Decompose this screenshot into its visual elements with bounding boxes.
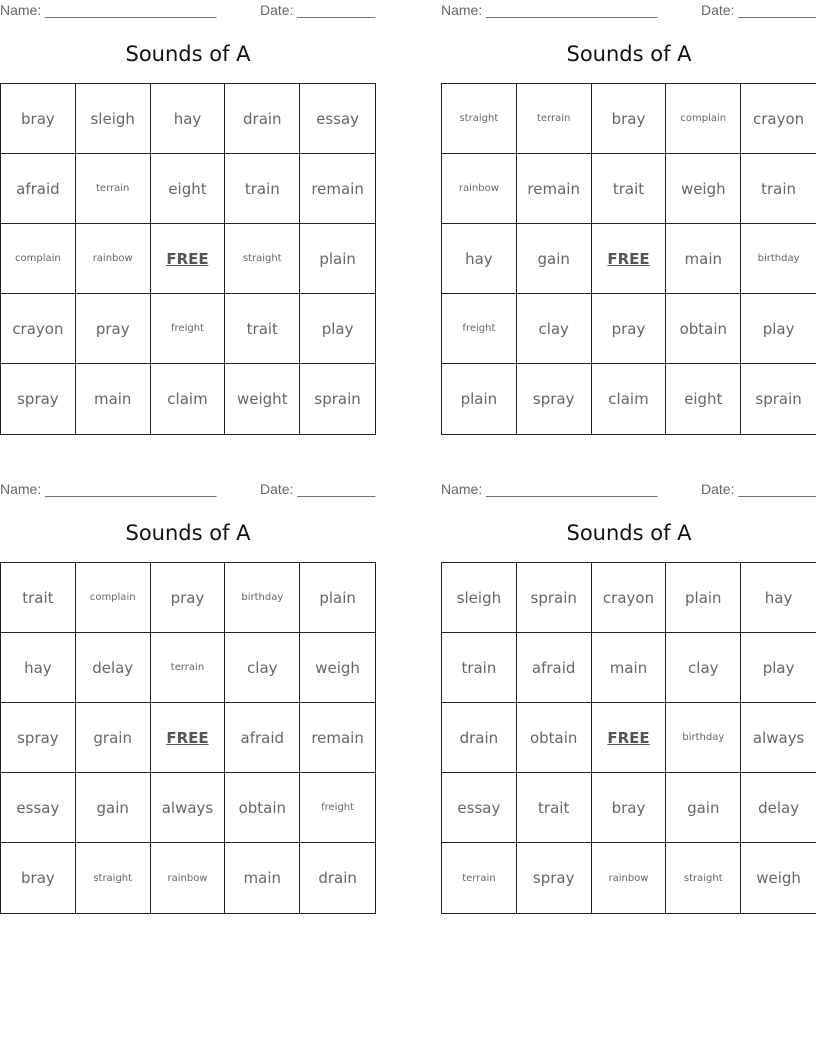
bingo-cell: always: [741, 703, 816, 773]
bingo-cell: complain: [666, 84, 741, 154]
bingo-cell: remain: [300, 703, 375, 773]
bingo-cell: clay: [666, 633, 741, 703]
bingo-cell: claim: [592, 364, 667, 434]
bingo-cell: terrain: [76, 154, 151, 224]
card-header: [441, 479, 816, 501]
bingo-cell: main: [76, 364, 151, 434]
bingo-cell: eight: [151, 154, 226, 224]
card-title: Sounds of A: [566, 42, 692, 66]
name-line: Name: ______________________: [0, 481, 217, 497]
bingo-cell: clay: [517, 294, 592, 364]
bingo-cell: bray: [1, 843, 76, 913]
bingo-cell: rainbow: [151, 843, 226, 913]
name-line: Name: ______________________: [441, 2, 658, 18]
bingo-cell: pray: [592, 294, 667, 364]
bingo-cell: remain: [517, 154, 592, 224]
bingo-cell: essay: [300, 84, 375, 154]
bingo-cell: terrain: [517, 84, 592, 154]
bingo-card: [0, 0, 376, 440]
bingo-cell: main: [666, 224, 741, 294]
bingo-cell: spray: [1, 703, 76, 773]
date-line: Date: __________: [260, 2, 376, 18]
bingo-grid: [0, 562, 376, 914]
bingo-cell: sprain: [755, 390, 802, 408]
bingo-cell: claim: [151, 364, 226, 434]
bingo-cell: freight: [151, 294, 226, 364]
free-space-cell: FREE: [151, 703, 226, 773]
bingo-cell: freight: [300, 773, 375, 843]
card-title: Sounds of A: [566, 521, 692, 545]
bingo-cell: plain: [442, 364, 517, 434]
bingo-cell: hay: [1, 633, 76, 703]
bingo-cell: weigh: [300, 633, 375, 703]
bingo-cell: clay: [225, 633, 300, 703]
bingo-grid: [441, 562, 816, 914]
bingo-cell: drain: [442, 703, 517, 773]
bingo-cell: obtain: [666, 294, 741, 364]
bingo-cell: trait: [592, 154, 667, 224]
bingo-cell: terrain: [442, 843, 517, 913]
bingo-cell: play: [741, 633, 816, 703]
bingo-cell: straight: [666, 843, 741, 913]
card-title: Sounds of A: [125, 42, 251, 66]
bingo-cell: drain: [225, 84, 300, 154]
bingo-cell: gain: [666, 773, 741, 843]
bingo-cell: crayon: [592, 563, 667, 633]
date-line: Date: __________: [701, 481, 816, 497]
bingo-cell: rainbow: [592, 843, 667, 913]
card-header: [441, 0, 816, 22]
bingo-cell: train: [741, 154, 816, 224]
bingo-cell: delay: [741, 773, 816, 843]
bingo-cell: sprain: [517, 563, 592, 633]
bingo-cell: hay: [151, 84, 226, 154]
bingo-cell: plain: [300, 563, 375, 633]
bingo-cell: obtain: [225, 773, 300, 843]
free-space-cell: FREE: [592, 703, 667, 773]
bingo-cell: bray: [1, 84, 76, 154]
card-header: [0, 0, 376, 22]
bingo-cell: rainbow: [442, 154, 517, 224]
free-space-cell: FREE: [151, 224, 226, 294]
bingo-cell: weight: [225, 364, 300, 434]
bingo-card: [441, 479, 816, 919]
bingo-cell: grain: [76, 703, 151, 773]
bingo-cell: main: [225, 843, 300, 913]
bingo-cell: plain: [300, 224, 375, 294]
bingo-cell: straight: [442, 84, 517, 154]
bingo-cell: plain: [666, 563, 741, 633]
bingo-cell: complain: [76, 563, 151, 633]
bingo-cell: bray: [592, 773, 667, 843]
bingo-cell: trait: [1, 563, 76, 633]
bingo-cell: straight: [76, 843, 151, 913]
bingo-cell: pray: [76, 294, 151, 364]
bingo-cell: sleigh: [442, 563, 517, 633]
bingo-cell: essay: [1, 773, 76, 843]
bingo-cell: bray: [592, 84, 667, 154]
bingo-cell: pray: [151, 563, 226, 633]
bingo-cell: train: [442, 633, 517, 703]
bingo-cell: sprain: [314, 390, 361, 408]
bingo-cell: freight: [442, 294, 517, 364]
card-header: [0, 479, 376, 501]
bingo-cell: afraid: [1, 154, 76, 224]
bingo-cell: gain: [517, 224, 592, 294]
bingo-cell: drain: [318, 869, 357, 887]
bingo-cell: essay: [442, 773, 517, 843]
bingo-cell: play: [741, 294, 816, 364]
bingo-card: [0, 479, 376, 919]
bingo-cell: afraid: [517, 633, 592, 703]
bingo-cell: spray: [1, 364, 76, 434]
bingo-cell: birthday: [666, 703, 741, 773]
bingo-cell: weigh: [666, 154, 741, 224]
bingo-cell: crayon: [741, 84, 816, 154]
bingo-cell: gain: [76, 773, 151, 843]
free-space-cell: FREE: [592, 224, 667, 294]
bingo-cell: obtain: [517, 703, 592, 773]
bingo-cell: eight: [666, 364, 741, 434]
date-line: Date: __________: [260, 481, 376, 497]
bingo-cell: train: [225, 154, 300, 224]
bingo-cell: trait: [517, 773, 592, 843]
bingo-cell: terrain: [151, 633, 226, 703]
bingo-grid: [0, 83, 376, 435]
bingo-cell: rainbow: [76, 224, 151, 294]
name-line: Name: ______________________: [0, 2, 217, 18]
bingo-grid: [441, 83, 816, 435]
bingo-cell: delay: [76, 633, 151, 703]
bingo-cell: sleigh: [76, 84, 151, 154]
bingo-cell: birthday: [225, 563, 300, 633]
bingo-cell: remain: [300, 154, 375, 224]
bingo-cell: afraid: [225, 703, 300, 773]
date-line: Date: __________: [701, 2, 816, 18]
bingo-cell: weigh: [756, 869, 801, 887]
card-title: Sounds of A: [125, 521, 251, 545]
bingo-cell: spray: [517, 364, 592, 434]
bingo-cell: play: [300, 294, 375, 364]
bingo-cell: complain: [1, 224, 76, 294]
bingo-cell: straight: [225, 224, 300, 294]
bingo-cell: hay: [442, 224, 517, 294]
bingo-cell: always: [151, 773, 226, 843]
name-line: Name: ______________________: [441, 481, 658, 497]
bingo-card: [441, 0, 816, 440]
bingo-cell: spray: [517, 843, 592, 913]
bingo-cell: crayon: [1, 294, 76, 364]
bingo-cell: birthday: [741, 224, 816, 294]
bingo-cell: trait: [225, 294, 300, 364]
bingo-cell: hay: [741, 563, 816, 633]
bingo-cell: main: [592, 633, 667, 703]
